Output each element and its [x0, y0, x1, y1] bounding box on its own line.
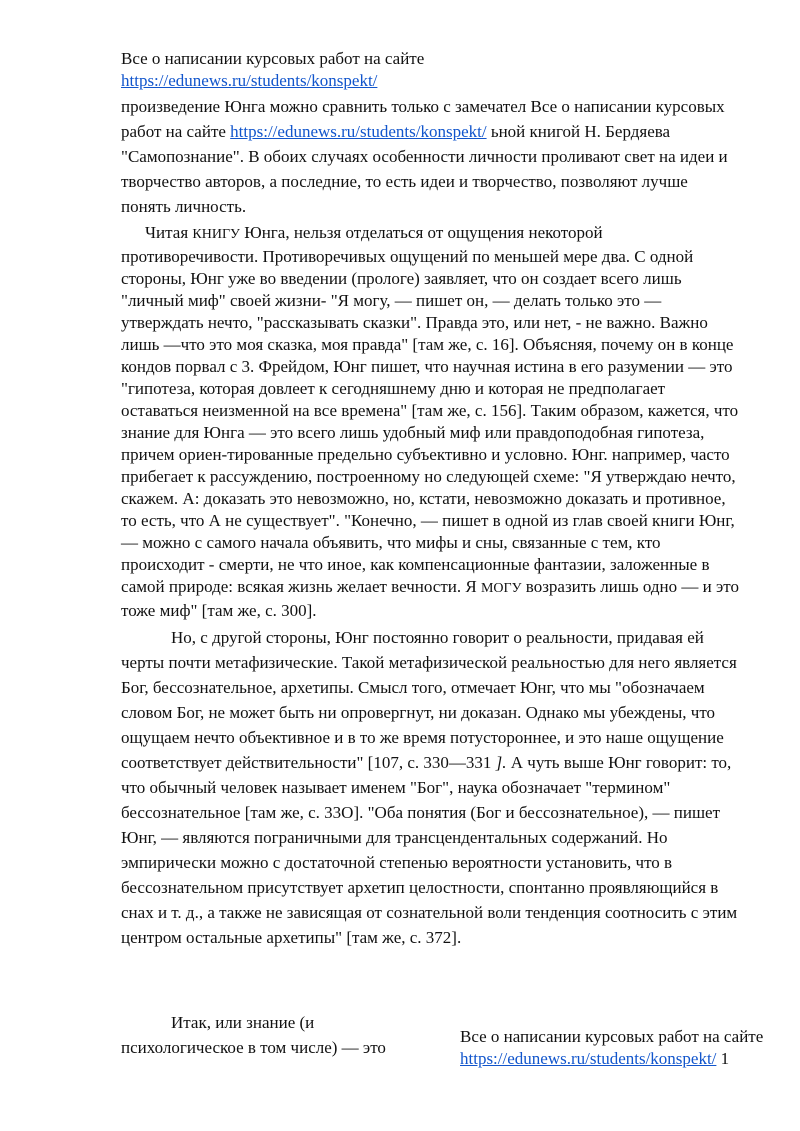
p3-text-b: А чуть выше Юнг говорит: то, что обычный человек называет именем "Бог", наука обозначает "термином" бессознательное [там же, с. 33О]. "Оба понятия (Бог и бессознательное), — пишет Юнг, — являются пограничными для трансцендентальных содержаний. Но эмпирически можно с достаточной степенью вероятности установить, что в бессознательном присутствует архетип целостности, спонтанно проявляющийся в снах и т. д., а также не зависящая от сознательной воли тенденция соотносить с этим центром остальные архетипы" [там же, с. 372].: [121, 753, 738, 947]
paragraph-4: Итак, или знание (и психологическое в том числе) — это: [121, 1013, 386, 1057]
footer-link[interactable]: https://edunews.ru/students/konspekt/: [460, 1049, 717, 1068]
p1-text-b: ьной книгой Н. Бердяева "Самопознание". В обоих случаях особенности личности проливают свет на идеи и творчество авторов, а последние, то есть идеи и творчество, позволяют лучше понять личность.: [121, 122, 728, 216]
document-page: [121, 48, 741, 1057]
p2-smallcaps-2: МОГУ: [480, 581, 522, 596]
paragraph-1: [121, 94, 741, 219]
footer-text: Все о написании курсовых работ на сайте: [460, 1027, 764, 1046]
p3-italic: ].: [495, 753, 507, 772]
paragraph-3: [121, 625, 741, 950]
p3-text-a: Но, с другой стороны, Юнг постоянно говорит о реальности, придавая ей черты почти метафизические. Такой метафизической реальностью для него является Бог, бессознательное, архетипы. Смысл того, отмечает Юнг, что мы "обозначаем словом Бог, не может быть ни опровергнут, ни доказан. Однако мы убеждены, что ощущаем нечто объективное и в то же время потустороннее, и это наше ощущение соответствует действительности" [107, с. 330—331: [121, 628, 737, 772]
p2-text-a: Читая: [145, 223, 193, 242]
p1-inline-ad: Все о написании курсовых работ на сайте: [121, 97, 725, 141]
p2-smallcaps-1: КНИГУ: [192, 227, 240, 242]
page-number: 1: [720, 1049, 730, 1068]
header-link[interactable]: https://edunews.ru/students/konspekt/: [121, 71, 378, 90]
page-header: [121, 48, 741, 92]
p2-text-b: Юнга, нельзя отделаться от ощущения некоторой противоречивости. Противоречивых ощущений по меньшей мере два. С одной стороны, Юнг уже во введении (прологе) заявляет, что он создает всего лишь "личный миф" своей жизни- "Я могу, — пишет он, — делать только это — утверждать нечто, "рассказывать сказки". Правда это, или нет, - не важно. Важно лишь —что это моя сказка, моя правда" [там же, с. 16]. Объясняя, почему он в конце кондов порвал с 3. Фрейдом, Юнг пишет, что научная истина в его разумении — это "гипотеза, которая довлеет к сегодняшнему дню и которая не предполагает оставаться неизменной на все времена" [там же, с. 156]. Таким образом, кажется, что знание для Юнга — это всего лишь удобный миф или правдоподобная гипотеза, причем ориен-тированные предельно субъективно и условно. Юнг. например, часто прибегает к рассуждению, построенному но следующей схеме: "Я утверждаю нечто, скажем. А: доказать это невозможно, но, кстати, невозможно доказать и противное, то есть, что А не существует". "Конечно, — пишет в одной из глав своей книги Юнг, — можно с самого начала объявить, что мифы и сны, связанные с тем, кто происходит - смерти, не что иное, как компенсационные фантазии, заложенные в самой природе: всякая жизнь желает вечности. Я: [121, 223, 739, 596]
paragraph-2: [121, 222, 741, 622]
p1-link[interactable]: https://edunews.ru/students/konspekt/: [230, 122, 487, 141]
header-text: Все о написании курсовых работ на сайте: [121, 49, 425, 68]
p1-text-a: произведение Юнга можно сравнить только с замечател: [121, 97, 531, 116]
p2-text-c: возразить лишь одно — и это тоже миф" [там же, с. 300].: [121, 577, 739, 620]
page-footer: [460, 1026, 800, 1070]
